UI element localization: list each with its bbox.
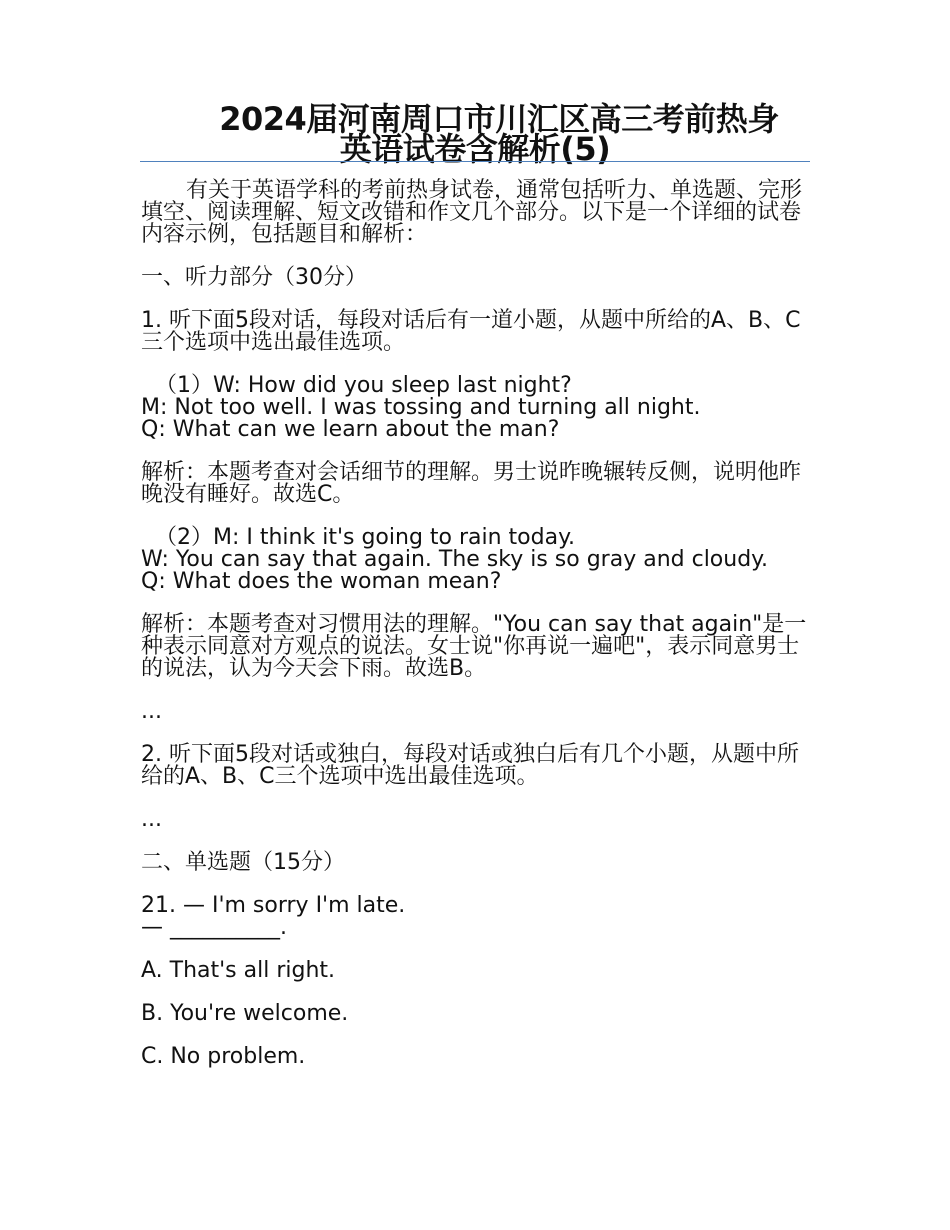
question-1 [141, 375, 813, 441]
question-21-line-2: — __________. [141, 915, 287, 940]
title-line-1: 2024届河南周口市川汇区高三考前热身 [219, 100, 779, 138]
question-21 [141, 895, 813, 939]
option-a: A. That's all right. [141, 958, 336, 983]
option-b: B. You're welcome. [141, 1001, 349, 1026]
question-2-line-2: W: You can say that again. The sky is so gray and cloudy. [141, 547, 769, 572]
question-1-line-3: Q: What can we learn about the man? [141, 417, 560, 442]
ellipsis-1: ... [141, 699, 162, 724]
document-title [140, 100, 810, 168]
listening-part1-instruction: 1. 听下面5段对话，每段对话后有一道小题，从题中所给的A、B、C三个选项中选出最佳选项。 [141, 308, 801, 355]
ellipsis-2: ... [141, 807, 162, 832]
question-2 [141, 527, 813, 593]
option-c: C. No problem. [141, 1044, 306, 1069]
question-1-line-1: （1）W: How did you sleep last night? [155, 373, 572, 398]
listening-part2-instruction: 2. 听下面5段对话或独白，每段对话或独白后有几个小题，从题中所给的A、B、C三个选项中选出最佳选项。 [141, 742, 799, 789]
title-line-2: 英语试卷含解析(5) [339, 130, 611, 168]
title-underline [140, 161, 810, 162]
question-1-analysis: 解析：本题考查对会话细节的理解。男士说昨晚辗转反侧，说明他昨晚没有睡好。故选C。 [141, 460, 802, 507]
question-2-analysis: 解析：本题考查对习惯用法的理解。"You can say that again"是一种表示同意对方观点的说法。女士说"你再说一遍吧"，表示同意男士的说法，认为今天会下雨。故选B。 [141, 612, 807, 681]
document-body [141, 180, 813, 1089]
single-choice-heading: 二、单选题（15分） [141, 850, 345, 875]
question-1-line-2: M: Not too well. I was tossing and turning all night. [141, 395, 701, 420]
question-2-line-1: （2）M: I think it's going to rain today. [155, 525, 575, 550]
question-2-line-3: Q: What does the woman mean? [141, 569, 502, 594]
question-21-line-1: 21. — I'm sorry I'm late. [141, 893, 406, 918]
intro-paragraph: 有关于英语学科的考前热身试卷，通常包括听力、单选题、完形填空、阅读理解、短文改错和作文几个部分。以下是一个详细的试卷内容示例，包括题目和解析： [141, 178, 803, 247]
listening-heading: 一、听力部分（30分） [141, 265, 367, 290]
